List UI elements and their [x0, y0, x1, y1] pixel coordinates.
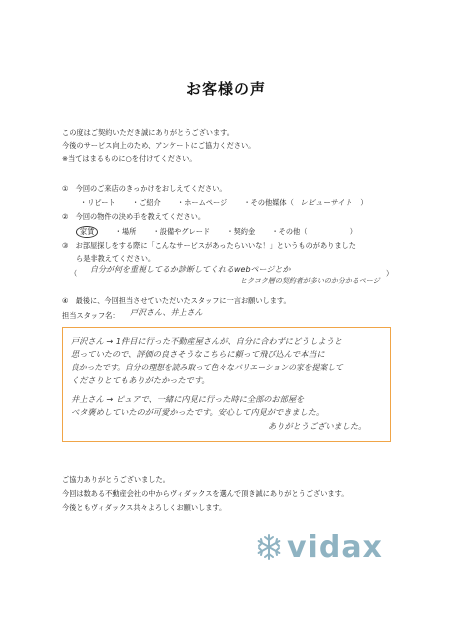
- comment-box: [62, 327, 391, 442]
- option-rent-circled: 家賃: [76, 226, 98, 238]
- question-3-answer-2: ヒクコク層の契約者が多いのか分かるページ: [240, 277, 380, 285]
- option-homepage: ・ホームページ: [177, 198, 228, 207]
- staff-names: 戸沢さん、井上さん: [130, 308, 203, 317]
- comment-line-4: くださりとてもありがたかったです。: [71, 375, 210, 385]
- logo-text: vidax: [287, 529, 383, 565]
- option-other: ・その他（: [271, 227, 308, 236]
- comment-line-1: 戸沢さん → 1件目に行った不動産屋さんが、自分に合わずにどうしようと: [71, 336, 343, 346]
- option-repeat: ・リピート: [80, 198, 116, 207]
- closing-line-2: 今回は数ある不動産会社の中からヴィダックスを選んで頂き誠にありがとうございます。: [62, 489, 349, 498]
- option-other-media: ・その他媒体（: [243, 198, 294, 207]
- option-location: ・場所: [114, 227, 137, 236]
- snowflake-icon: [255, 533, 283, 561]
- comment-line-7: ありがとうございました。: [268, 421, 367, 431]
- question-3-line-2: ら是非教えてください。: [76, 254, 156, 263]
- intro-line-2: 今後のサービス向上のため、アンケートにご協力ください。: [62, 141, 256, 150]
- question-3-open: （: [70, 269, 78, 278]
- option-contract-fee: ・契約金: [226, 227, 256, 236]
- option-close: ）: [349, 227, 357, 236]
- comment-line-3: 良かったです。自分の理想を読み取って色々なバリエーションの家を提案して: [71, 363, 343, 372]
- comment-line-6: ベタ褒めしていたのが可愛かったです。安心して内見ができました。: [71, 407, 325, 417]
- question-4: ④ 最後に、今回担当させていただいたスタッフに一言お願いします。: [62, 296, 291, 305]
- page-title: お客様の声: [185, 80, 266, 98]
- option-referral: ・ご紹介: [131, 198, 161, 207]
- intro-line-3: ※当てはまるものに○を付けてください。: [62, 154, 197, 163]
- comment-line-5: 井上さん → ピュアで、一緒に内見に行った時に全部のお部屋を: [71, 394, 305, 404]
- closing-line-3: 今後ともヴィダックス共々よろしくお願いします。: [62, 503, 227, 512]
- question-2-options: [80, 226, 371, 238]
- intro-line-1: この度はご契約いただき誠にありがとうございます。: [62, 128, 234, 137]
- staff-label: 担当スタッフ名：: [62, 311, 120, 320]
- option-close: ）: [360, 198, 368, 207]
- question-2: ② 今回の物件の決め手を教えてください。: [62, 212, 206, 221]
- question-3-line-1: ③ お部屋探しをする際に「こんなサービスがあったらいいな！」というものがありました: [62, 241, 356, 250]
- question-3-close: ）: [386, 269, 394, 278]
- question-3-answer-1: 自分が何を重視してるか診断してくれるwebページとか: [90, 265, 291, 274]
- question-1-options: [80, 197, 382, 208]
- question-1-answer: レビューサイト: [300, 198, 353, 207]
- closing-line-1: ご協力ありがとうございました。: [62, 475, 170, 484]
- vidax-logo: [255, 531, 383, 563]
- question-1: ① 今回のご来店のきっかけをおしえてください。: [62, 184, 227, 193]
- comment-line-2: 思っていたので、評価の良さそうなこちらに頼って飛び込んで本当に: [71, 349, 325, 359]
- option-equipment: ・設備やグレード: [152, 227, 211, 236]
